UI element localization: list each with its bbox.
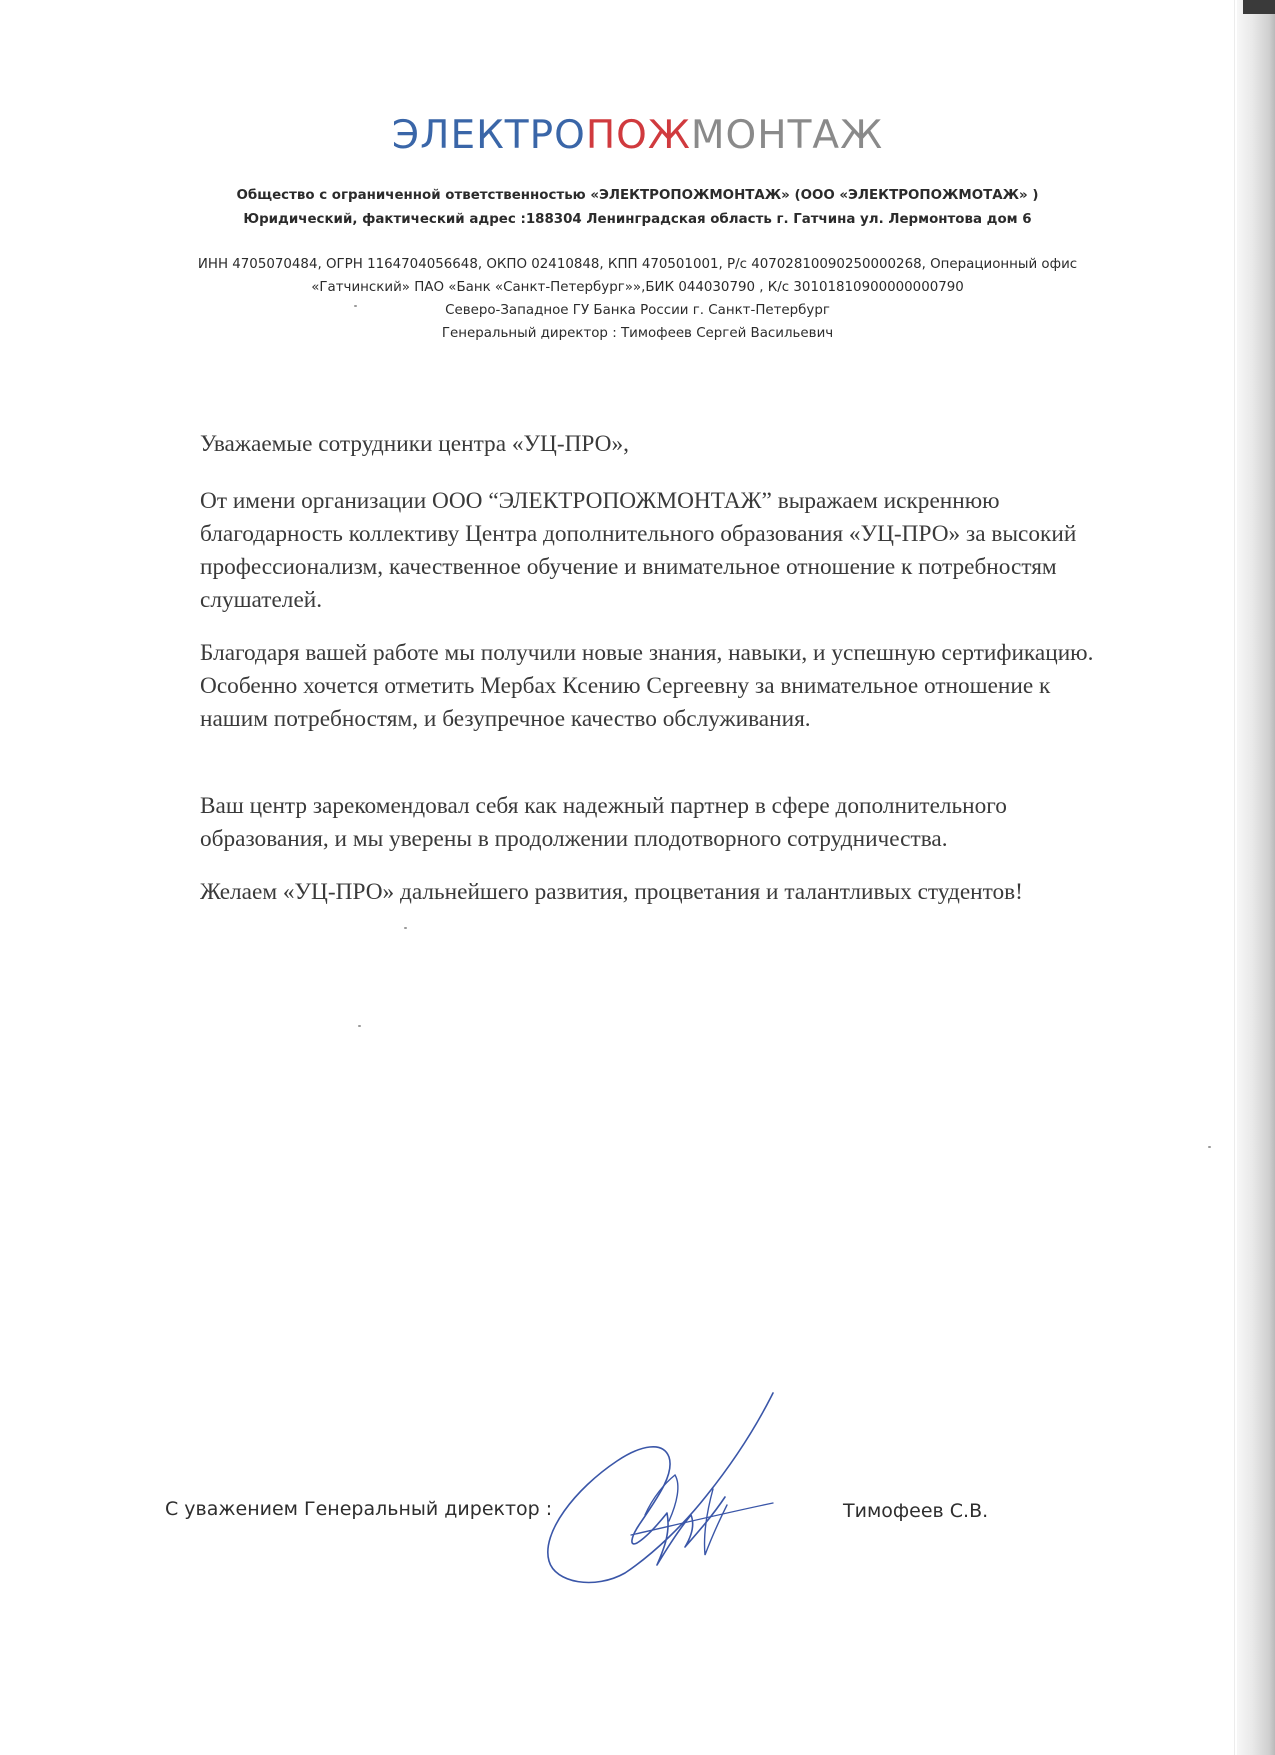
- scan-speck: [1208, 1146, 1211, 1148]
- company-bank-details-cont: «Гатчинский» ПАО «Банк «Санкт-Петербург»»,БИК 044030790 , К/с 30101810900000000790: [311, 280, 964, 295]
- company-director: Генеральный директор : Тимофеев Сергей Васильевич: [441, 326, 834, 341]
- logo-part-pozh: ПОЖ: [585, 113, 691, 158]
- letter-greeting: [200, 428, 1100, 461]
- signatory-name: Тимофеев С.В.: [843, 1500, 989, 1522]
- logo-part-electro: ЭЛЕКТРО: [391, 113, 586, 158]
- scan-speck: [354, 305, 357, 307]
- scan-speck: [358, 1025, 361, 1027]
- closing-label: С уважением Генеральный директор :: [165, 1498, 553, 1520]
- handwritten-signature: [535, 1385, 795, 1595]
- company-logo: [0, 108, 1275, 164]
- letter-paragraph: [200, 790, 1100, 856]
- paragraph-text: Ваш центр зарекомендовал себя как надежный партнер в сфере дополнительного образования, и мы уверены в продолжении плодотворного сотрудничества.: [200, 793, 1007, 852]
- paragraph-text: Желаем «УЦ-ПРО» дальнейшего развития, процветания и талантливых студентов!: [200, 879, 1023, 905]
- logo-part-montazh: МОНТАЖ: [690, 113, 884, 158]
- scan-speck: [404, 927, 407, 929]
- company-bank-details: ИНН 4705070484, ОГРН 1164704056648, ОКПО 02410848, КПП 470501001, Р/с 40702810090250000268, Операционный офис: [197, 257, 1078, 272]
- company-full-name: Общество с ограниченной ответственностью «ЭЛЕКТРОПОЖМОНТАЖ» (ООО «ЭЛЕКТРОПОЖМОТАЖ» ): [236, 188, 1039, 203]
- greeting-text: Уважаемые сотрудники центра «УЦ-ПРО»,: [200, 431, 629, 457]
- paragraph-text: Благодаря вашей работе мы получили новые знания, навыки, и успешную сертификацию. Особенно хочется отметить Мербах Ксению Сергеевну за внимательное отношение к нашим потребностям, и безупречное качество обслуживания.: [200, 640, 1094, 732]
- company-bank-region: Северо-Западное ГУ Банка России г. Санкт-Петербург: [445, 303, 830, 318]
- letter-paragraph: [200, 485, 1100, 617]
- company-address: Юридический, фактический адрес :188304 Ленинградская область г. Гатчина ул. Лермонтова дом 6: [243, 212, 1032, 227]
- letter-paragraph: [200, 637, 1100, 736]
- paragraph-text: От имени организации ООО “ЭЛЕКТРОПОЖМОНТАЖ” выражаем искреннюю благодарность коллективу Центра дополнительного образования «УЦ-ПРО» за высокий профессионализм, качественное обучение и внимательное отношение к потребностям слушателей.: [200, 488, 1077, 613]
- letter-paragraph: [200, 876, 1100, 909]
- scanner-edge-corner: [1243, 0, 1275, 14]
